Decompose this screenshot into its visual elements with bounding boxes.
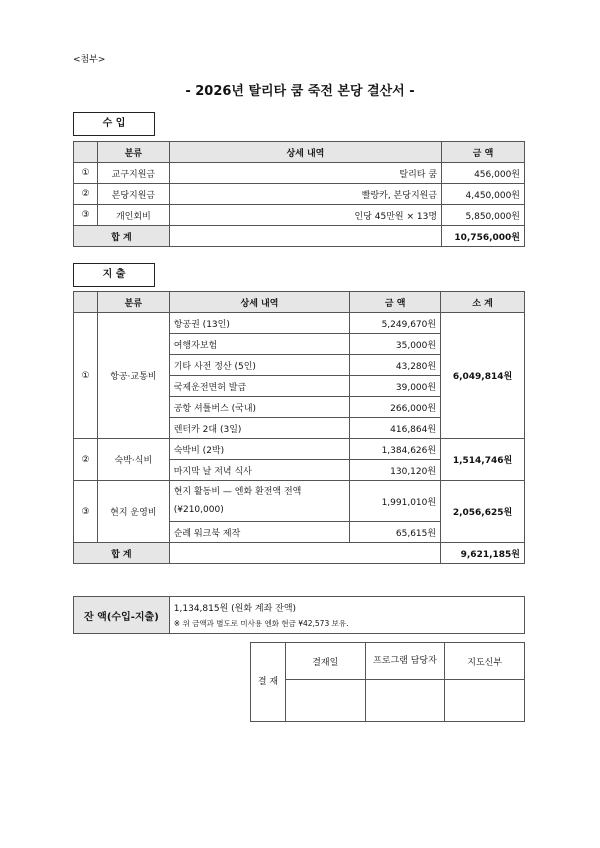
expense-total-spacer xyxy=(169,543,440,564)
expense-header-no xyxy=(74,292,98,313)
approval-table xyxy=(250,642,525,722)
approval-label: 결 재 xyxy=(251,643,286,722)
row-category: 본당지원금 xyxy=(97,184,169,205)
item-amount: 43,280원 xyxy=(350,355,441,376)
balance-value: 1,134,815원 (원화 계좌 잔액) xyxy=(173,604,297,614)
group-category: 항공·교통비 xyxy=(97,313,169,439)
balance-table xyxy=(73,596,525,634)
group-number: ② xyxy=(74,439,98,481)
expense-total-label: 합 계 xyxy=(74,543,170,564)
item-detail: 순례 워크북 제작 xyxy=(169,522,349,543)
item-detail: 마지막 날 저녁 식사 xyxy=(169,460,349,481)
expense-header-category: 분류 xyxy=(97,292,169,313)
income-header-no xyxy=(74,142,98,163)
approval-col-priest: 지도신부 xyxy=(445,643,525,680)
row-number: ① xyxy=(74,163,98,184)
approval-sign-date xyxy=(285,680,365,722)
approval-col-date: 결재일 xyxy=(285,643,365,680)
group-subtotal: 6,049,814원 xyxy=(441,313,525,439)
balance-note: ※ 위 금액과 별도로 미사용 엔화 현금 ¥42,573 보유. xyxy=(173,619,349,628)
item-detail: 여행자보험 xyxy=(169,334,349,355)
income-header-category: 분류 xyxy=(97,142,169,163)
expense-header-subtotal: 소 계 xyxy=(441,292,525,313)
expense-header-detail: 상세 내역 xyxy=(169,292,349,313)
row-number: ③ xyxy=(74,205,98,226)
item-amount: 5,249,670원 xyxy=(350,313,441,334)
row-detail: 인당 45만원 × 13명 xyxy=(169,205,441,226)
item-detail: 공항 셔틀버스 (국내) xyxy=(169,397,349,418)
income-header-amount: 금 액 xyxy=(442,142,525,163)
row-category: 교구지원금 xyxy=(97,163,169,184)
table-row xyxy=(74,313,525,334)
item-detail: 항공권 (13인) xyxy=(169,313,349,334)
table-row xyxy=(74,439,525,460)
item-amount: 39,000원 xyxy=(350,376,441,397)
group-number: ① xyxy=(74,313,98,439)
item-amount: 130,120원 xyxy=(350,460,441,481)
item-detail: 기타 사전 정산 (5인) xyxy=(169,355,349,376)
item-amount: 1,384,626원 xyxy=(350,439,441,460)
table-row xyxy=(74,184,525,205)
expense-table xyxy=(73,291,525,564)
group-number: ③ xyxy=(74,481,98,543)
row-amount: 4,450,000원 xyxy=(442,184,525,205)
row-category: 개인회비 xyxy=(97,205,169,226)
approval-col-manager: 프로그램 담당자 xyxy=(365,643,445,680)
group-subtotal: 2,056,625원 xyxy=(441,481,525,543)
document-title: - 2026년 탈리타 쿰 죽전 본당 결산서 - xyxy=(185,84,415,99)
expense-header-amount: 금 액 xyxy=(350,292,441,313)
item-amount: 1,991,010원 xyxy=(350,481,441,522)
table-row xyxy=(74,205,525,226)
item-detail: 국제운전면허 발급 xyxy=(169,376,349,397)
row-amount: 456,000원 xyxy=(442,163,525,184)
income-total-spacer xyxy=(169,226,441,247)
expense-section-label: 지 출 xyxy=(73,263,155,287)
item-amount: 416,864원 xyxy=(350,418,441,439)
item-detail: 현지 활동비 — 엔화 환전액 전액 (¥210,000) xyxy=(169,481,349,522)
expense-total-amount: 9,621,185원 xyxy=(441,543,525,564)
row-detail: 빨랑카, 본당지원금 xyxy=(169,184,441,205)
income-total-amount: 10,756,000원 xyxy=(442,226,525,247)
row-amount: 5,850,000원 xyxy=(442,205,525,226)
income-header-detail: 상세 내역 xyxy=(169,142,441,163)
item-detail: 렌터카 2대 (3일) xyxy=(169,418,349,439)
income-table xyxy=(73,141,525,247)
attachment-label: <첨부> xyxy=(73,55,106,65)
income-section-label: 수 입 xyxy=(73,112,155,136)
table-row xyxy=(74,163,525,184)
table-row xyxy=(74,481,525,522)
group-category: 숙박·식비 xyxy=(97,439,169,481)
row-number: ② xyxy=(74,184,98,205)
item-amount: 35,000원 xyxy=(350,334,441,355)
row-detail: 탈리타 쿰 xyxy=(169,163,441,184)
balance-label: 잔 액(수입-지출) xyxy=(74,597,170,634)
item-amount: 266,000원 xyxy=(350,397,441,418)
income-total-label: 합 계 xyxy=(74,226,170,247)
group-category: 현지 운영비 xyxy=(97,481,169,543)
group-subtotal: 1,514,746원 xyxy=(441,439,525,481)
approval-sign-manager xyxy=(365,680,445,722)
item-detail: 숙박비 (2박) xyxy=(169,439,349,460)
item-amount: 65,615원 xyxy=(350,522,441,543)
approval-sign-priest xyxy=(445,680,525,722)
